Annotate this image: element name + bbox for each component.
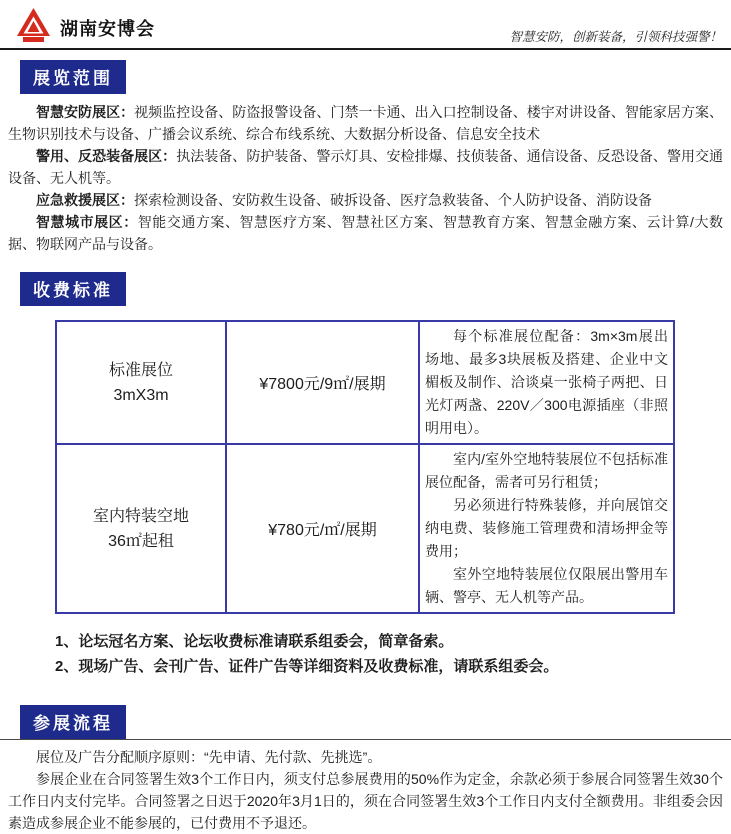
booth-name-line: 36㎡起租 bbox=[108, 532, 174, 550]
footer-divider bbox=[0, 739, 731, 740]
scope-text bbox=[8, 101, 723, 255]
fee-table bbox=[55, 320, 675, 614]
zone-label: 智慧安防展区： bbox=[36, 104, 135, 120]
fee-notes bbox=[55, 629, 723, 679]
brand-title: 湖南安博会 bbox=[60, 19, 155, 39]
table-row bbox=[56, 321, 674, 444]
booth-name-line: 3mX3m bbox=[113, 386, 169, 404]
scope-paragraph bbox=[8, 211, 723, 255]
header-slogan: 智慧安防，创新装备，引领科技强警！ bbox=[509, 29, 722, 44]
process-paragraph: 展位及广告分配顺序原则：“先申请、先付款、先挑选”。 bbox=[36, 749, 382, 765]
price-cell: ¥7800元/9㎡/展期 bbox=[226, 321, 419, 444]
process-paragraph: 参展企业在合同签署生效3个工作日内，须支付总参展费用的50%作为定金，余款必须于参展合同签署生效30个工作日内支付完毕。合同签署之日迟于2020年3月1日的，须在合同签署生效3个工作日内支付全额费用。非组委会因素造成参展企业不能参展的，已付费用不予退还。 bbox=[8, 771, 723, 831]
details-paragraph: 室外空地特装展位仅限展出警用车辆、警亭、无人机等产品。 bbox=[425, 566, 668, 605]
details-cell bbox=[419, 444, 674, 613]
brand-logo-icon bbox=[16, 7, 51, 49]
booth-name-cell bbox=[56, 444, 226, 613]
booth-name-cell bbox=[56, 321, 226, 444]
details-paragraph: 室内/室外空地特装展位不包括标准展位配备，需者可另行租赁； bbox=[425, 451, 668, 490]
booth-name-line: 标准展位 bbox=[108, 361, 173, 379]
page-header bbox=[0, 0, 731, 50]
zone-items: 执法装备、防护装备、警示灯具、安检排爆、技侦装备、通信设备、反恐设备、警用交通设备、无人机等。 bbox=[8, 148, 724, 186]
section-heading-fees: 收费标准 bbox=[20, 272, 126, 306]
zone-items: 视频监控设备、防盗报警设备、门禁一卡通、出入口控制设备、楼宇对讲设备、智能家居方案、生物识别技术与设备、广播会议系统、综合布线系统、大数据分析设备、信息安全技术 bbox=[8, 104, 724, 142]
zone-label: 智慧城市展区： bbox=[36, 214, 138, 230]
details-cell bbox=[419, 321, 674, 444]
zone-label: 应急救援展区： bbox=[36, 192, 134, 208]
zone-items: 智能交通方案、智慧医疗方案、智慧社区方案、智慧教育方案、智慧金融方案、云计算/大数据、物联网产品与设备。 bbox=[8, 214, 724, 252]
scope-paragraph bbox=[8, 101, 723, 145]
zone-items: 探索检测设备、安防救生设备、破拆设备、医疗急救装备、个人防护设备、消防设备 bbox=[134, 192, 652, 208]
note-item: 2、现场广告、会刊广告、证件广告等详细资料及收费标准，请联系组委会。 bbox=[55, 658, 559, 675]
table-row bbox=[56, 444, 674, 613]
section-heading-scope: 展览范围 bbox=[20, 60, 126, 94]
process-text bbox=[8, 746, 723, 834]
details-paragraph: 另必须进行特殊装修，并向展馆交纳电费、装修施工管理费和清场押金等费用； bbox=[425, 497, 668, 559]
price-cell: ¥780元/㎡/展期 bbox=[226, 444, 419, 613]
scope-paragraph bbox=[8, 145, 723, 189]
details-paragraph: 每个标准展位配备：3m×3m展出场地、最多3块展板及搭建、企业中文楣板及制作、洽谈桌一张椅子两把、日光灯两盏、220V／300电源插座（非照明用电）。 bbox=[425, 328, 668, 436]
zone-label: 警用、反恐装备展区： bbox=[36, 148, 177, 164]
note-item: 1、论坛冠名方案、论坛收费标准请联系组委会，简章备索。 bbox=[55, 633, 454, 650]
scope-paragraph bbox=[8, 189, 723, 211]
section-heading-process: 参展流程 bbox=[20, 705, 126, 739]
brand bbox=[16, 7, 155, 49]
booth-name-line: 室内特装空地 bbox=[92, 507, 189, 525]
